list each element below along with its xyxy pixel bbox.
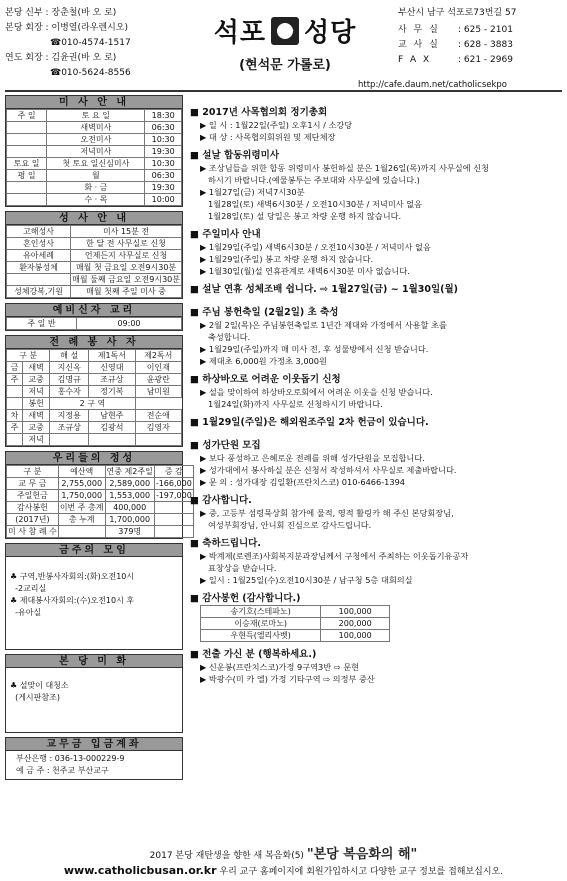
offering-header: 증 감 [154,466,193,478]
mass-cell: 10:30 [145,134,182,146]
notice-line: ▶ 박광수(미 카 엘) 가정 기타구역 ⇨ 의정부 중산 [200,674,375,684]
parish-president: 본당 회장 : 이병열(라우렌시오) [5,23,128,33]
notice-heading: ■ 축하드립니다. [190,537,562,550]
servers-cell: 새벽 [22,362,49,374]
offering-cell: 주일헌금 [7,490,59,502]
account-title: 교무금 입금계좌 [6,738,182,751]
notice-heading: ■ 주님 봉헌축일 (2월2일) 초 축성 [190,306,562,319]
mass-cell: 새벽미사 [47,122,145,134]
servers-cell: 새벽 [22,410,49,422]
offering-cell: 2,589,000 [105,478,154,490]
news-title: 본 당 미 화 [6,655,182,668]
notice-section [190,149,562,222]
offering-row [7,490,194,502]
sacrament-name: 성체강복,기원 [7,286,71,298]
notice-section [190,494,562,531]
mass-cell: 19:30 [145,182,182,194]
sacrament-row [7,250,182,262]
notice-line: ▶ 1월29일(주일) 새벽6시30분 / 오전10시30분 / 저녁미사 없음 [200,242,431,252]
bank-account: 부산은행 : 036-13-000229-9 [16,754,125,763]
notice-line: ▶ 중, 고등부 섬령묵상회 참가에 물적, 영적 활링카 해 주신 본당회장님, [200,508,454,518]
servers-title: 전 례 봉 사 자 [6,336,182,349]
gathering-item: ♣ 구역,반봉사자회의:(화)오전10시 [10,572,135,581]
notice-heading: ■ 성가단원 모집 [190,439,562,452]
offering-box [5,451,192,539]
notice-section [190,592,562,642]
contact-value: : 621 - 2969 [458,55,513,65]
offering-cell [154,502,193,514]
notice-heading: ■ 2017년 사목협의회 정기총회 [190,106,562,119]
servers-cell: 주 [7,374,23,386]
mass-row [7,134,182,146]
servers-cell: 신영대 [89,362,135,374]
gathering-item: -유아실 [10,608,42,617]
mass-cell: 저녁미사 [47,146,145,158]
phone-president: ☎010-4574-1517 [50,38,131,48]
sacrament-name: 환자봉성체 [7,262,71,274]
header-right [398,6,563,68]
catechumen-label: 주 일 반 [7,318,77,330]
notice-line: 하시기 바랍니다.(예물봉투는 주보대와 사무실에 있습니다.) [208,175,420,185]
news-item: ♣ 설맞이 대청소 [10,681,69,690]
offering-row [7,478,194,490]
servers-cell: 교중 [22,422,49,434]
sacrament-detail: 매월 둘째 금요일 오전9시30분 [72,275,180,284]
notice-section [190,537,562,586]
servers-row [7,410,182,422]
sacrament-title: 성 사 안 내 [6,212,182,225]
mass-box [5,95,183,207]
mass-row [7,182,182,194]
sacrament-row [7,274,182,286]
mass-cell: 오전미사 [47,134,145,146]
notice-line: 1월28일(토) 설 당일은 봉고 차량 운행 하지 않습니다. [208,211,402,221]
mass-cell [7,194,47,206]
mass-cell: 화 · 금 [47,182,145,194]
mass-title: 미 사 안 내 [6,96,182,109]
account-holder: 예 금 주 : 천주교 부산교구 [16,766,109,775]
sacrament-name [7,274,71,286]
servers-cell: 저녁 [22,386,49,398]
news-box [5,654,183,733]
sacrament-box [5,211,183,299]
notice-section [190,648,562,685]
servers-cell [50,434,89,446]
servers-cell: 금 [7,362,23,374]
servers-cell: 주 [7,422,23,434]
notice-line: ▶ 신운봉(프란치스코)가정 9구역3반 ⇨ 문현 [200,662,360,672]
offering-cell: 총 누계 [58,514,105,526]
notice-line: ▶ 1월29일(주일)까지 매 미사 전, 후 성물방에서 신청 받습니다. [200,344,429,354]
mass-cell: 첫 토요 일신심미사 [47,158,145,170]
offering-cell: 400,000 [105,502,154,514]
servers-cell [135,434,181,446]
news-item: (게시판참조) [10,693,60,702]
offering-cell [154,526,193,538]
notice-heading: ■ 주일미사 안내 [190,228,562,241]
notice-section [190,373,562,410]
servers-cell: 교중 [22,374,49,386]
footer-slogan: 2017 본당 재탄생을 향한 새 복음화(5) "본당 복음화의 해" [149,847,418,862]
servers-row [7,386,182,398]
pastor: 본당 신부 : 장춘철(바 오 로) [5,8,117,18]
sacrament-table [6,225,182,298]
catechumen-box [5,303,183,331]
mass-cell: 06:30 [145,122,182,134]
notice-heading: ■ 감사봉헌 (감사합니다.) [190,592,562,605]
servers-header: 구 분 [7,350,50,362]
sacrament-detail: 한 달 전 사무실로 신청 [71,238,182,250]
mass-row [7,170,182,182]
donation-amount: 200,000 [321,618,390,630]
gathering-item: -2교리실 [10,584,47,593]
notice-section [190,416,562,429]
servers-cell [7,398,23,410]
mass-table [6,109,182,206]
notice-line: ▶ 설을 맞이하여 하상바오로회에서 어려운 이웃을 신청 받습니다. [200,387,433,397]
servers-cell: 이인재 [135,362,181,374]
gatherings-list [6,557,182,649]
servers-header: 제1독서 [89,350,135,362]
mass-cell: 10:00 [145,194,182,206]
page-subtitle: (현석문 가롤로) [239,58,331,73]
offering-cell: 교 무 금 [7,478,59,490]
contact-label: 사 무 실 [398,25,440,35]
servers-table [6,349,182,446]
notice-line: ▶ 1월29일(주일) 봉고 차량 운행 하지 않습니다. [200,254,374,264]
notice-line: ▶ 일시 : 1월25일(수)오전10시30분 / 남구청 5층 대회의실 [200,575,413,585]
sacrament-row [7,286,182,298]
contact-label: F A X [398,55,432,65]
sacrament-name: 혼인성사 [7,238,71,250]
notice-line: ▶ 일 시 : 1월22일(주일) 오후1시 / 소강당 [200,120,353,130]
mass-cell: 수 · 목 [47,194,145,206]
servers-cell [89,434,135,446]
offering-row [7,526,194,538]
servers-cell: 김영자 [135,422,181,434]
mass-row [7,110,182,122]
notice-line: ▶ 성가대에서 봉사하실 분은 신청서 작성하셔서 사무실로 제출바랍니다. [200,465,457,475]
offering-row [7,514,194,526]
offering-cell: 감사봉헌 [7,502,59,514]
mass-row [7,146,182,158]
notice-section [190,306,562,367]
contact-label: 교 사 실 [398,40,440,50]
notice-line: ▶ 제대초 6,000원 가정초 3,000원 [200,356,327,366]
diocese-link[interactable]: www.catholicbusan.or.kr [63,864,217,877]
sacrament-name: 유아세례 [7,250,71,262]
servers-cell: 봉헌 [22,398,49,410]
offering-cell: (2017년) [7,514,59,526]
servers-row [7,398,182,410]
offering-cell [154,514,193,526]
offering-header: 연중 제2주일 [106,467,153,476]
mass-cell: 18:30 [145,110,182,122]
offering-cell: 1,553,000 [105,490,154,502]
servers-cell: 홍수자 [50,386,89,398]
donor-name: 이승재(로마노) [201,618,321,630]
servers-header: 제2독서 [135,350,181,362]
footer-homepage: www.catholicbusan.or.kr 우리 교구 홈페이지에 회원가입하시고 다양한 교구 정보를 접해보십시오. [63,864,504,877]
divider [5,90,562,92]
mass-cell: 19:30 [145,146,182,158]
notice-line: ▶ 문 의 : 성가대장 김일환(프란치스코) 010-6466-1394 [200,477,405,487]
notice-line: 축성합니다. [208,332,251,342]
notice-line: ▶ 대 상 : 사목협의회위원 및 제단체장 [200,132,336,142]
sacrament-name: 고해성사 [7,226,71,238]
offering-table [6,465,194,538]
servers-cell: 지신옥 [50,362,89,374]
notice-line: ▶ 조상님들을 위한 합동 위령미사 봉헌하실 분은 1월26일(목)까지 사무실에 신청 [200,163,490,173]
mass-row [7,158,182,170]
phone-elder: ☎010-5624-8556 [50,68,131,78]
offering-cell: 1,700,000 [105,514,154,526]
servers-cell: 남미원 [135,386,181,398]
servers-cell: 차 [7,410,23,422]
notice-line: ▶ 보다 풍성하고 은혜로운 전례를 위해 성가단원을 모집합니다. [200,453,425,463]
catechumen-time: 09:00 [77,318,182,330]
donation-amount: 100,000 [321,630,390,642]
offering-cell: 2,755,000 [58,478,105,490]
notice-line: ▶ 박계제(로렌조)사회복지분과장님께서 구청에서 주최하는 이웃돕기유공자 [200,551,469,561]
donor-name: 송기호(스테파노) [201,606,321,618]
notice-heading: ■ 1월29일(주일)은 해외원조주일 2차 헌금이 있습니다. [190,416,562,429]
offering-cell: -197,000 [155,491,192,500]
notice-heading: ■ 설날 연휴 성체조배 쉽니다. ⇨ 1월27일(금) ~ 1월30일(월) [190,283,562,296]
notice-line: 1월24일(화)까지 사무실로 신청하시기 바랍니다. [208,399,383,409]
mass-cell [7,134,47,146]
servers-cell: 전순애 [135,410,181,422]
servers-cell [7,386,23,398]
servers-row [7,362,182,374]
servers-cell: 윤광란 [135,374,181,386]
mass-cell: 10:30 [145,158,182,170]
offering-cell: 379명 [105,526,154,538]
offering-header: 예산액 [58,466,105,478]
notice-section [190,106,562,143]
notice-line: 여성부회장님, 안니회 진심으로 감사드립니다. [208,520,372,530]
offering-cell: -166,000 [155,479,192,488]
gatherings-title: 금주의 모임 [6,544,182,557]
notice-heading: ■ 설날 합동위령미사 [190,149,562,162]
servers-cell: 김명규 [50,374,89,386]
sacrament-detail: 언제든지 사무실로 신청 [71,250,182,262]
sacrament-row [7,238,182,250]
news-list [6,668,182,732]
offering-header: 구 분 [7,466,59,478]
servers-cell: 조규상 [50,422,89,434]
mass-cell: 평 일 [7,170,47,182]
servers-row [7,434,182,446]
notice-line: ▶ 1월30일(월)설 연휴관계로 새벽6시30분 미사 없습니다. [200,266,410,276]
mass-cell [7,122,47,134]
servers-cell: 지정용 [50,410,89,422]
servers-cell: 저녁 [22,434,49,446]
mass-cell: 주 일 [7,110,47,122]
offering-row [7,502,194,514]
page-title: 석포✝ 성당 [200,18,370,48]
sacrament-detail: 매월 첫 금요일 오전9시30분 [71,262,182,274]
servers-cell [7,434,23,446]
offering-title: 우리들의 정성 [6,452,182,465]
title-block [200,18,370,73]
servers-box [5,335,183,447]
offering-cell [58,526,105,538]
notice-heading: ■ 하상바오로 어려운 이웃돕기 신청 [190,373,562,386]
mass-cell [7,182,47,194]
mass-row [7,122,182,134]
servers-cell: 2 구 역 [50,398,135,410]
notice-heading: ■ 전출 가신 분 (행복하세요.) [190,648,562,661]
notice-line: 1월28일(토) 새벽6시30분 / 오전10시30분 / 저녁미사 없음 [208,199,423,209]
mass-cell: 06:30 [145,170,182,182]
sacrament-detail: 매월 첫째 주일 미사 중 [71,286,182,298]
servers-cell: 조규상 [89,374,135,386]
notice-line: ▶ 2월 2일(목)은 주님봉헌축일로 1년간 제대와 가정에서 사용할 초를 [200,320,447,330]
sacrament-row [7,226,182,238]
mass-row [7,194,182,206]
notice-line: 표창상을 받습니다. [208,563,277,573]
parish-logo-icon [271,17,299,45]
mass-cell: 월 [47,170,145,182]
contact-value: : 625 - 2101 [458,25,513,35]
notice-heading: ■ 감사합니다. [190,494,562,507]
cafe-link[interactable]: http://cafe.daum.net/catholicsekpo [358,80,508,90]
servers-row [7,422,182,434]
offering-cell: 1,750,000 [58,490,105,502]
mass-cell: 토 요 일 [47,110,145,122]
notice-line: ▶ 1월27일(금) 저녁7시30분 [200,187,305,197]
notice-section [190,228,562,277]
header-left [5,6,190,81]
notice-column [190,106,562,691]
notice-section [190,439,562,488]
mass-cell: 토요 일 [7,158,47,170]
servers-row [7,374,182,386]
gathering-item: ♣ 제대봉사자회의:(수)오전10시 후 [10,596,135,605]
left-column [5,95,192,784]
sacrament-detail: 미사 15분 전 [71,226,182,238]
gatherings-box [5,543,183,650]
servers-cell: 정기복 [89,386,135,398]
servers-header: 해 설 [50,350,89,362]
donation-amount: 100,000 [321,606,390,618]
address: 부산시 남구 석포로73번길 57 [398,8,517,18]
donor-name: 우현득(엘리사벳) [201,630,321,642]
offering-cell: 미 사 참 례 수 [8,527,57,536]
mass-cell [7,146,47,158]
offering-cell: 이번 주 총계 [59,503,104,512]
donation-table [200,605,390,642]
servers-cell: 남현주 [89,410,135,422]
account-box [5,737,183,780]
contact-value: : 628 - 3883 [458,40,513,50]
elder-president: 연도 회장 : 김윤권(바 오 로) [5,53,117,63]
servers-cell: 김광석 [89,422,135,434]
notice-section [190,283,562,296]
catechumen-title: 예비신자 교리 [6,304,182,317]
sacrament-row [7,262,182,274]
